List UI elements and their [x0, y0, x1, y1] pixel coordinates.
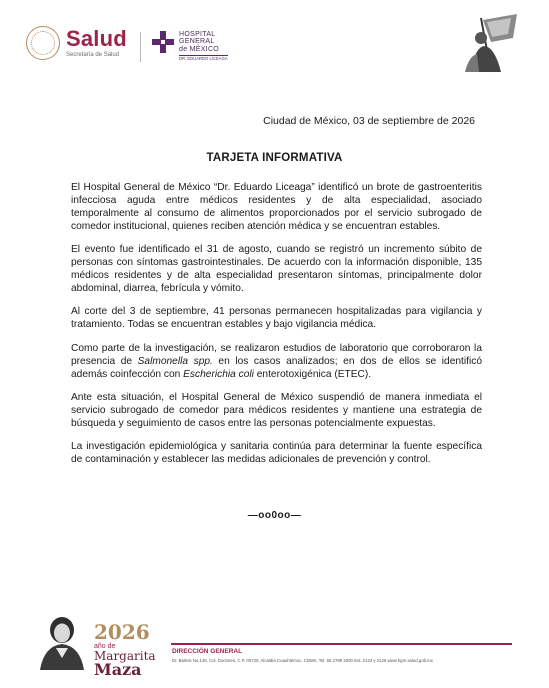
footer-address: Dr. Balmis No.148, Col. Doctores, C.P. 06720, Alcaldía Cuauhtémoc, CDMX. Tel: 55 2789 2000 Ext. 2124 y 2126 www.hgm.salud.gob.mx: [172, 658, 433, 663]
ecoli-term: Escherichia coli: [183, 368, 254, 380]
document-date: Ciudad de México, 03 de septiembre de 2026: [263, 115, 475, 127]
closing-mark: —oo0oo—: [247, 510, 302, 521]
header-divider: [140, 32, 141, 62]
salud-wordmark: Salud: [66, 26, 127, 51]
hgm-cross-icon: [152, 31, 174, 53]
year-number: 2026: [94, 620, 150, 644]
salud-logo: [26, 26, 127, 60]
salmonella-term: Salmonella spp.: [137, 355, 213, 367]
year-subtitle: año de: [94, 643, 116, 650]
document-body: [71, 182, 482, 478]
footer-divider: [171, 643, 512, 645]
hgm-line-1: HOSPITAL: [179, 31, 216, 38]
paragraph-1: El Hospital General de México “Dr. Eduardo Liceaga” identificó un brote de gastroenteritis infecciosa aguda entre médicos residentes y de alta especialidad, asociado temporalmente al consumo de alimentos proporcionados por el servicio subrogado de comedor institucional, quienes reciben atención médica y se encuentran estables.: [71, 182, 482, 232]
coat-of-arms-icon: [26, 26, 60, 60]
year-name-last: Maza: [94, 660, 142, 679]
paragraph-2: El evento fue identificado el 31 de agosto, cuando se registró un incremento súbito de personas con síntomas gastrointestinales. De acuerdo con la información disponible, 135 médicos residentes y de alta especialidad presentaron síntomas, principalmente dolor abdominal, diarrea, febrícula y vómito.: [71, 244, 482, 294]
paragraph-3: Al corte del 3 de septiembre, 41 personas permanecen hospitalizadas para vigilancia y tratamiento. Todas se encuentran estables y bajo vigilancia médica.: [71, 306, 482, 331]
year-logo: [94, 622, 156, 678]
portrait-icon: [36, 614, 88, 670]
salud-subtitle: Secretaría de Salud: [66, 52, 120, 58]
paragraph-6: La investigación epidemiológica y sanitaria continúa para determinar la fuente específica de contaminación y establecer las medidas adicionales de prevención y control.: [71, 441, 482, 466]
document-title: TARJETA INFORMATIVA: [206, 152, 343, 164]
paragraph-5: Ante esta situación, el Hospital General de México suspendió de manera inmediata el servicio subrogado de comedor para médicos residentes y mantiene una estrategia de búsqueda y seguimiento de casos entre las personas potencialmente expuestas.: [71, 392, 482, 429]
hgm-logo: [152, 31, 228, 61]
hgm-subtitle: DR. EDUARDO LICEAGA: [179, 56, 228, 62]
paragraph-4: Como parte de la investigación, se realizaron estudios de laboratorio que corroboraron la presencia de Salmonella spp. en los casos analizados; en dos de ellos se identificó además coinfección con Escherichia coli enterotoxigénica (ETEC).: [71, 342, 482, 380]
year-name-first: Margarita: [94, 649, 156, 663]
mural-icon: [461, 12, 523, 74]
hgm-line-3: de MÉXICO: [179, 45, 220, 53]
hgm-line-2: GENERAL: [179, 38, 215, 46]
footer-department: DIRECCIÓN GENERAL: [172, 648, 243, 655]
